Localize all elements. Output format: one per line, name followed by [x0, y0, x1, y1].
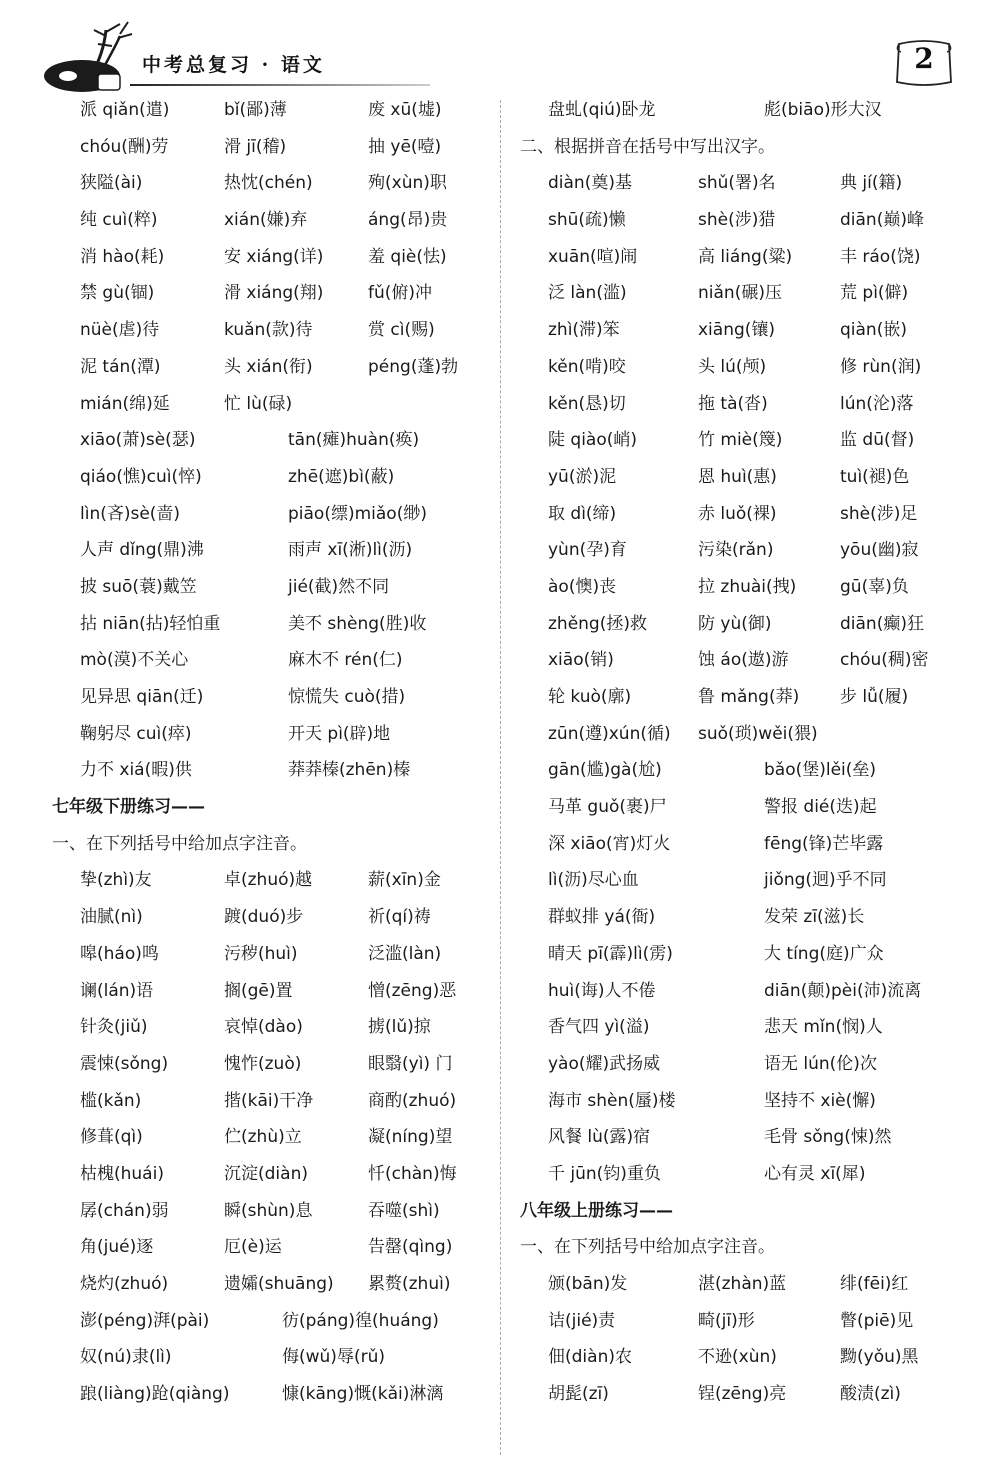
exercise-row [52, 532, 492, 569]
exercise-item: 马革 guǒ(裹)尸 [548, 797, 667, 818]
exercise-row [52, 1119, 492, 1156]
exercise-row [520, 606, 960, 643]
exercise-item: 拉 zhuài(拽) [698, 576, 797, 597]
exercise-item: 角(jué)逐 [80, 1237, 154, 1258]
exercise-item: 佃(diàn)农 [548, 1347, 632, 1368]
exercise-item: 热忱(chén) [224, 173, 313, 194]
exercise-item: 安 xiáng(详) [224, 246, 324, 267]
exercise-row [52, 496, 492, 533]
exercise-item: 搁(gē)置 [224, 980, 293, 1001]
exercise-row [52, 1376, 492, 1413]
exercise-item: 轮 kuò(廓) [548, 687, 632, 707]
exercise-item: 泛滥(làn) [368, 943, 442, 964]
exercise-item: 纯 cuì(粹) [80, 210, 158, 231]
header-title: 中考总复习 · 语文 [142, 54, 325, 76]
exercise-item: tān(瘫)huàn(痪) [288, 430, 420, 451]
exercise-item: áng(昂)贵 [368, 210, 448, 231]
exercise-row [52, 92, 492, 129]
exercise-item: huì(诲)人不倦 [548, 980, 656, 1001]
exercise-item: 吞噬(shì) [368, 1200, 440, 1221]
exercise-row [520, 1339, 960, 1376]
exercise-item: zūn(遵)xún(循) [548, 723, 671, 744]
exercise-item: xián(嫌)弃 [224, 210, 308, 231]
exercise-item: 挚(zhì)友 [80, 870, 152, 891]
exercise-item: 商酌(zhuó) [368, 1090, 457, 1111]
exercise-item: 头 xián(衔) [224, 356, 313, 377]
bamboo-logo-icon [40, 18, 140, 98]
exercise-item: lún(沦)落 [840, 393, 914, 414]
column-divider [500, 100, 501, 1455]
exercise-item: 开天 pì(辟)地 [288, 723, 391, 744]
exercise-item: jiǒng(迥)乎不同 [764, 870, 887, 891]
exercise-item: 踱(duó)步 [224, 907, 304, 928]
exercise-row [520, 1376, 960, 1413]
exercise-row [52, 1193, 492, 1230]
exercise-item: 步 lǚ(履) [840, 687, 909, 707]
exercise-item: 污秽(huì) [224, 943, 298, 964]
exercise-row [520, 973, 960, 1010]
exercise-item: 监 dū(督) [840, 430, 915, 451]
left-column [52, 92, 492, 1413]
exercise-item: yùn(孕)育 [548, 540, 627, 561]
exercise-item: 伫(zhù)立 [224, 1127, 302, 1148]
exercise-item: 泛 làn(滥) [548, 283, 627, 304]
exercise-item: 晴天 pī(霹)lì(雳) [548, 943, 673, 964]
exercise-item: bǎo(堡)lěi(垒) [764, 760, 877, 781]
exercise-item: 黝(yǒu)黑 [840, 1347, 919, 1368]
exercise-row [520, 789, 960, 826]
exercise-item: kěn(恳)切 [548, 393, 626, 414]
exercise-item: 羞 qiè(怯) [368, 246, 447, 267]
exercise-item: 人声 dǐng(鼎)沸 [80, 540, 204, 561]
exercise-item: 荒 pì(僻) [840, 283, 909, 304]
exercise-row [520, 92, 960, 129]
exercise-item: 赏 cì(赐) [368, 320, 435, 341]
exercise-item: mò(漠)不关心 [80, 650, 189, 671]
exercise-item: 胡髭(zī) [548, 1384, 609, 1405]
exercise-item: 披 suō(蓑)戴笠 [80, 576, 197, 597]
exercise-item: gū(辜)负 [840, 576, 909, 597]
exercise-row [52, 422, 492, 459]
exercise-row [52, 275, 492, 312]
exercise-item: 麻木不 rén(仁) [288, 650, 403, 671]
exercise-item: 不逊(xùn) [698, 1347, 777, 1368]
exercise-item: 风餐 lù(露)宿 [548, 1127, 651, 1148]
exercise-item: 狭隘(ài) [80, 173, 143, 194]
exercise-row [520, 569, 960, 606]
exercise-item: 油腻(nì) [80, 907, 143, 928]
exercise-row [52, 1229, 492, 1266]
exercise-item: niǎn(碾)压 [698, 283, 782, 304]
exercise-item: 侮(wǔ)辱(rǔ) [282, 1347, 385, 1368]
exercise-item: 彪(biāo)形大汉 [764, 100, 882, 120]
exercise-item: 力不 xiá(暇)供 [80, 760, 192, 781]
exercise-item: 槛(kǎn) [80, 1090, 142, 1111]
exercise-row [520, 1119, 960, 1156]
exercise-item: 悲天 mǐn(悯)人 [764, 1017, 883, 1038]
exercise-row [520, 716, 960, 753]
exercise-row [52, 1339, 492, 1376]
exercise-item: 沉淀(diàn) [224, 1163, 308, 1184]
exercise-item: shè(涉)猎 [698, 210, 776, 231]
exercise-row [52, 569, 492, 606]
exercise-row [52, 973, 492, 1010]
exercise-row [52, 642, 492, 679]
exercise-item: 香气四 yì(溢) [548, 1017, 650, 1038]
exercise-item: shè(涉)足 [840, 503, 918, 524]
exercise-item: 海市 shèn(蜃)楼 [548, 1090, 676, 1111]
exercise-row [520, 202, 960, 239]
exercise-item: 掳(lǔ)掠 [368, 1017, 431, 1038]
exercise-row [520, 862, 960, 899]
exercise-item: jié(截)然不同 [288, 576, 390, 597]
exercise-item: kuǎn(款)待 [224, 320, 313, 341]
exercise-item: 鞠躬尽 cuì(瘁) [80, 723, 192, 744]
exercise-item: 心有灵 xī(犀) [764, 1163, 866, 1184]
exercise-item: yū(淤)泥 [548, 466, 617, 487]
exercise-item: 踉(liàng)跄(qiàng) [80, 1384, 230, 1405]
exercise-row [52, 1156, 492, 1193]
exercise-row [52, 1083, 492, 1120]
exercise-item: mián(绵)延 [80, 393, 170, 414]
exercise-item: 修葺(qì) [80, 1127, 143, 1148]
exercise-item: 丰 ráo(饶) [840, 246, 921, 267]
exercise-row [52, 386, 492, 423]
exercise-row [520, 752, 960, 789]
exercise-item: 祈(qí)祷 [368, 907, 431, 928]
exercise-item: 美不 shèng(胜)收 [288, 613, 427, 634]
exercise-item: 惊慌失 cuò(措) [288, 687, 406, 707]
exercise-row [520, 459, 960, 496]
exercise-item: 针灸(jiǔ) [80, 1017, 148, 1038]
exercise-item: zhěng(拯)救 [548, 613, 647, 634]
exercise-item: xiāo(销) [548, 650, 614, 671]
exercise-row [520, 826, 960, 863]
exercise-item: 抽 yē(噎) [368, 136, 442, 157]
exercise-item: 禁 gù(锢) [80, 283, 155, 304]
exercise-item: 蚀 áo(遨)游 [698, 650, 789, 671]
exercise-item: 烧灼(zhuó) [80, 1274, 169, 1294]
exercise-item: 滑 xiáng(翔) [224, 283, 324, 304]
exercise-item: 谰(lán)语 [80, 980, 154, 1001]
exercise-row [52, 202, 492, 239]
exercise-row [520, 1009, 960, 1046]
exercise-row [520, 1266, 960, 1303]
exercise-item: 彷(páng)徨(huáng) [282, 1310, 439, 1331]
exercise-item: shū(疏)懒 [548, 210, 626, 231]
exercise-item: shǔ(署)名 [698, 173, 776, 194]
page-header [0, 0, 1000, 100]
exercise-item: 凝(níng)望 [368, 1127, 453, 1148]
exercise-item: 忙 lù(碌) [224, 393, 293, 414]
exercise-item: piāo(缥)miǎo(缈) [288, 503, 427, 524]
exercise-item: 高 liáng(粱) [698, 246, 793, 267]
exercise-item: diān(巅)峰 [840, 210, 924, 231]
exercise-item: 告罄(qìng) [368, 1237, 453, 1258]
exercise-item: chóu(稠)密 [840, 650, 929, 671]
exercise-row [52, 239, 492, 276]
exercise-item: 卓(zhuó)越 [224, 870, 313, 891]
exercise-item: 愧怍(zuò) [224, 1053, 302, 1074]
header-divider [130, 84, 430, 86]
exercise-item: 见异思 qiān(迁) [80, 687, 204, 707]
exercise-item: xuān(喧)闹 [548, 246, 638, 267]
exercise-instruction: 一、在下列括号中给加点字注音。 [52, 833, 307, 854]
exercise-item: 厄(è)运 [224, 1237, 282, 1258]
exercise-item: 大 tíng(庭)广众 [764, 943, 884, 964]
exercise-row [52, 312, 492, 349]
exercise-item: nüè(虐)待 [80, 320, 160, 341]
exercise-item: 毛骨 sǒng(悚)然 [764, 1127, 892, 1148]
exercise-row [52, 1046, 492, 1083]
exercise-item: 诘(jié)责 [548, 1310, 616, 1331]
exercise-item: 眼翳(yì) 门 [368, 1053, 453, 1074]
exercise-item: 修 rùn(润) [840, 356, 922, 377]
exercise-row [520, 936, 960, 973]
exercise-item: ào(懊)丧 [548, 576, 617, 597]
exercise-item: chóu(酬)劳 [80, 136, 169, 157]
exercise-item: 累赘(zhuì) [368, 1274, 451, 1294]
exercise-row [520, 679, 960, 716]
exercise-item: 典 jí(籍) [840, 173, 903, 194]
exercise-item: bǐ(鄙)薄 [224, 100, 287, 120]
exercise-row [520, 642, 960, 679]
exercise-item: 揩(kāi)干净 [224, 1090, 314, 1111]
exercise-row [52, 1009, 492, 1046]
exercise-item: zhì(滞)笨 [548, 320, 620, 341]
exercise-row [520, 386, 960, 423]
exercise-item: 遗孀(shuāng) [224, 1274, 334, 1294]
exercise-item: 忏(chàn)悔 [368, 1163, 457, 1184]
exercise-item: yōu(幽)寂 [840, 540, 919, 561]
exercise-item: 头 lú(颅) [698, 356, 767, 377]
exercise-item: xiāng(镶) [698, 320, 776, 341]
exercise-item: 语无 lún(伦)次 [764, 1053, 877, 1074]
exercise-row [52, 349, 492, 386]
exercise-item: 湛(zhàn)蓝 [698, 1274, 787, 1294]
exercise-row [520, 165, 960, 202]
exercise-row [52, 936, 492, 973]
section-heading: 八年级上册练习—— [520, 1200, 673, 1221]
exercise-item: kěn(啃)咬 [548, 356, 626, 377]
exercise-row [520, 899, 960, 936]
exercise-item: qiàn(嵌) [840, 320, 907, 341]
exercise-item: 莽莽榛(zhēn)榛 [288, 760, 411, 781]
exercise-item: 污染(rǎn) [698, 540, 774, 561]
exercise-item: 群蚁排 yá(衙) [548, 907, 656, 928]
exercise-item: gān(尴)gà(尬) [548, 760, 662, 781]
exercise-item: 滑 jī(稽) [224, 136, 287, 157]
exercise-item: 废 xū(墟) [368, 100, 442, 120]
exercise-item: 赤 luǒ(裸) [698, 503, 777, 524]
exercise-item: 枯槐(huái) [80, 1163, 164, 1184]
exercise-row [520, 1303, 960, 1340]
exercise-item: péng(蓬)勃 [368, 356, 459, 377]
page-number: 2 [914, 42, 934, 75]
exercise-row [520, 239, 960, 276]
exercise-item: tuì(褪)色 [840, 466, 910, 487]
exercise-item: 薪(xīn)金 [368, 870, 441, 891]
exercise-item: 殉(xùn)职 [368, 173, 447, 194]
exercise-item: diàn(奠)基 [548, 173, 632, 194]
exercise-item: 防 yù(御) [698, 613, 772, 634]
exercise-item: 深 xiāo(宵)灯火 [548, 833, 671, 854]
exercise-item: 坚持不 xiè(懈) [764, 1090, 876, 1111]
exercise-item: xiāo(萧)sè(瑟) [80, 430, 196, 451]
exercise-row [52, 129, 492, 166]
exercise-row [52, 165, 492, 202]
exercise-row [52, 1303, 492, 1340]
exercise-item: 拖 tà(沓) [698, 393, 768, 414]
exercise-item: 畸(jī)形 [698, 1310, 755, 1331]
exercise-item: zhē(遮)bì(蔽) [288, 466, 395, 487]
exercise-row [520, 1046, 960, 1083]
exercise-item: 拈 niān(拈)轻怕重 [80, 613, 221, 634]
exercise-row [520, 1156, 960, 1193]
exercise-item: 酸渍(zì) [840, 1384, 901, 1405]
exercise-item: suǒ(琐)wěi(猥) [698, 723, 818, 744]
exercise-item: 泥 tán(潭) [80, 356, 161, 377]
exercise-row [52, 899, 492, 936]
exercise-item: 鲁 mǎng(莽) [698, 687, 800, 707]
exercise-instruction: 一、在下列括号中给加点字注音。 [520, 1237, 775, 1258]
exercise-item: 嗥(háo)鸣 [80, 943, 159, 964]
exercise-item: 颁(bān)发 [548, 1274, 628, 1294]
exercise-item: 派 qiǎn(遣) [80, 100, 170, 120]
exercise-item: fēng(锋)芒毕露 [764, 833, 884, 854]
exercise-item: 取 dì(缔) [548, 503, 617, 524]
exercise-row [520, 349, 960, 386]
exercise-item: 澎(péng)湃(pài) [80, 1310, 210, 1331]
exercise-row [52, 752, 492, 789]
exercise-item: 恩 huì(惠) [698, 466, 777, 487]
exercise-row [520, 496, 960, 533]
exercise-item: 锃(zēng)亮 [698, 1384, 787, 1405]
exercise-item: diān(颠)pèi(沛)流离 [764, 980, 922, 1001]
exercise-row [52, 606, 492, 643]
right-column [520, 92, 960, 1413]
exercise-row [52, 716, 492, 753]
exercise-item: lìn(吝)sè(啬) [80, 503, 181, 524]
exercise-item: 警报 dié(迭)起 [764, 797, 877, 818]
exercise-row [520, 1083, 960, 1120]
exercise-item: 千 jūn(钧)重负 [548, 1163, 661, 1184]
exercise-item: 瞥(piē)见 [840, 1310, 914, 1331]
section-heading: 七年级下册练习—— [52, 797, 205, 818]
exercise-item: 慷(kāng)慨(kǎi)淋漓 [282, 1384, 444, 1405]
exercise-item: yào(耀)武扬威 [548, 1053, 661, 1074]
exercise-row [520, 532, 960, 569]
exercise-item: 奴(nú)隶(lì) [80, 1347, 172, 1368]
exercise-item: 雨声 xī(淅)lì(沥) [288, 540, 413, 561]
exercise-row [520, 275, 960, 312]
exercise-item: 陡 qiào(峭) [548, 430, 638, 451]
exercise-item: 震悚(sǒng) [80, 1053, 169, 1074]
exercise-item: 绯(fēi)红 [840, 1274, 909, 1294]
exercise-item: fǔ(俯)冲 [368, 283, 433, 304]
exercise-row [52, 862, 492, 899]
exercise-row [520, 312, 960, 349]
exercise-item: diān(癫)狂 [840, 613, 924, 634]
exercise-item: 憎(zēng)恶 [368, 980, 457, 1001]
exercise-row [52, 459, 492, 496]
exercise-instruction: 二、根据拼音在括号中写出汉字。 [520, 136, 775, 157]
exercise-item: 哀悼(dào) [224, 1017, 303, 1038]
exercise-row [52, 679, 492, 716]
exercise-item: 盘虬(qiú)卧龙 [548, 100, 656, 120]
exercise-item: 消 hào(耗) [80, 246, 165, 267]
exercise-item: lì(沥)尽心血 [548, 870, 639, 891]
exercise-item: 竹 miè(篾) [698, 430, 783, 451]
exercise-item: qiáo(憔)cuì(悴) [80, 466, 202, 487]
exercise-item: 瞬(shùn)息 [224, 1200, 313, 1221]
exercise-row [52, 1266, 492, 1303]
exercise-row [520, 422, 960, 459]
exercise-item: 发荣 zī(滋)长 [764, 907, 865, 928]
exercise-item: 孱(chán)弱 [80, 1200, 169, 1221]
